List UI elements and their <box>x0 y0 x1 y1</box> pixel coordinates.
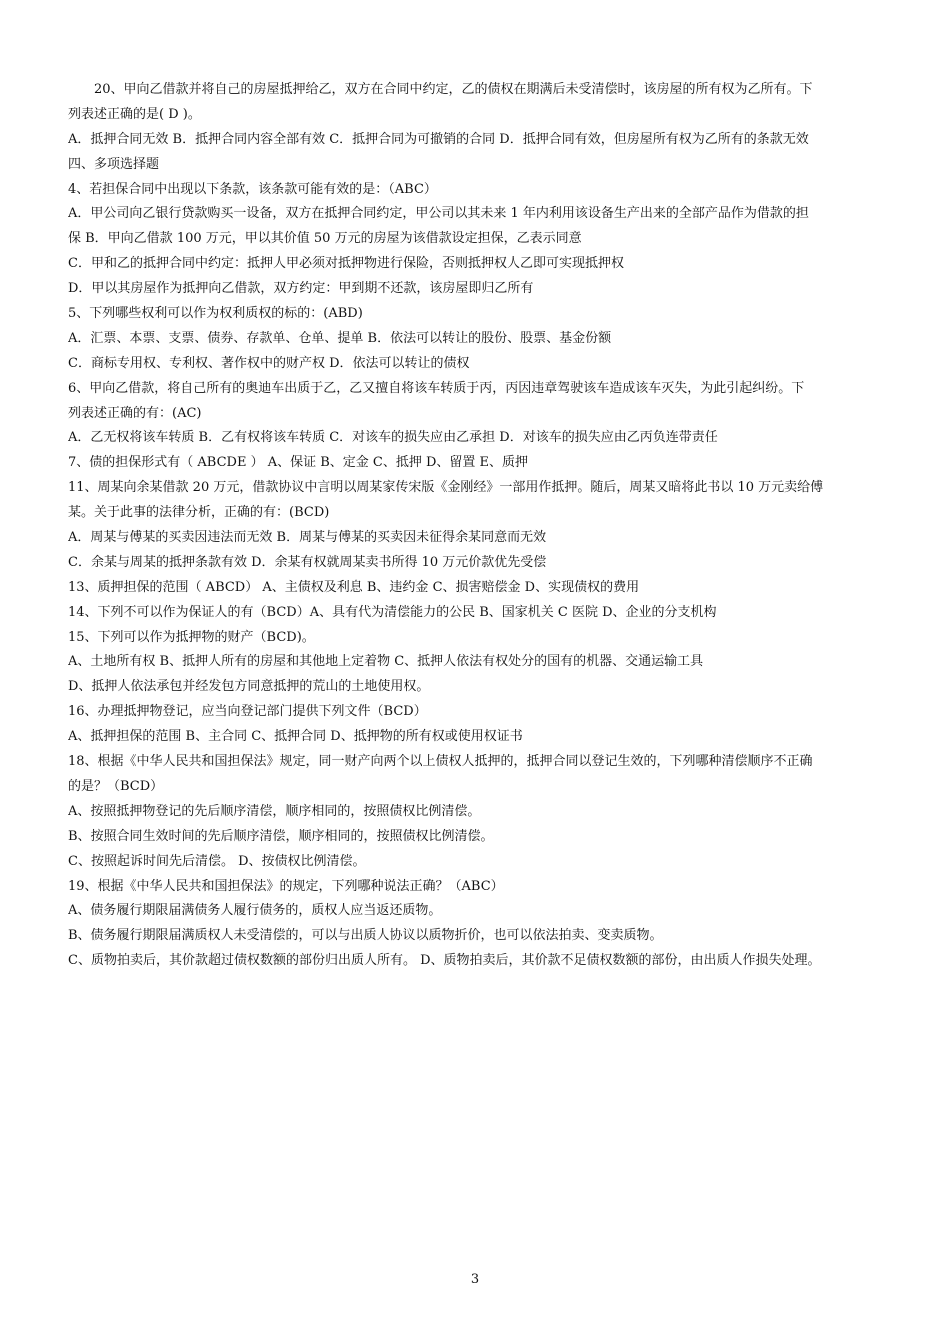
question-5-options-c-d: C．商标专用权、专利权、著作权中的财产权 D．依法可以转让的债权 <box>68 355 470 371</box>
question-11-line-1: 11、周某向余某借款 20 万元，借款协议中言明以周某家传宋版《金刚经》一部用作抵押。随后，周某又暗将此书以 10 万元卖给傅 <box>68 480 824 496</box>
question-11-line-2: 某。关于此事的法律分析，正确的有：(BCD) <box>68 505 330 521</box>
question-13: 13、质押担保的范围（ ABCD） A、主债权及利息 B、违约金 C、损害赔偿金 D、实现债权的费用 <box>68 579 640 595</box>
question-15: 15、下列可以作为抵押物的财产（BCD)。 <box>68 629 315 645</box>
question-7: 7、债的担保形式有（ ABCDE ） A、保证 B、定金 C、抵押 D、留置 E、质押 <box>68 455 529 471</box>
question-11-options-a-b: A．周某与傅某的买卖因违法而无效 B．周某与傅某的买卖因未征得余某同意而无效 <box>68 530 547 546</box>
question-6-line-2: 列表述正确的有：(AC) <box>68 405 202 421</box>
page-number: 3 <box>470 1272 480 1287</box>
question-18-option-b: B、按照合同生效时间的先后顺序清偿，顺序相同的，按照债权比例清偿。 <box>68 828 494 844</box>
question-4-option-d: D．甲以其房屋作为抵押向乙借款，双方约定：甲到期不还款，该房屋即归乙所有 <box>68 281 534 297</box>
question-6-line-1: 6、甲向乙借款，将自己所有的奥迪车出质于乙，乙又擅自将该车转质于丙，丙因违章驾驶该车造成该车灭失，为此引起纠纷。下 <box>68 380 805 396</box>
question-4-option-c: C．甲和乙的抵押合同中约定：抵押人甲必须对抵押物进行保险，否则抵押权人乙即可实现抵押权 <box>68 256 624 272</box>
question-20-line-2: 列表述正确的是( D )。 <box>68 106 201 122</box>
question-18-options-c-d: C、按照起诉时间先后清偿。 D、按债权比例清偿。 <box>68 853 366 869</box>
question-4-option-a-line-1: A．甲公司向乙银行贷款购买一设备，双方在抵押合同约定，甲公司以其未来 1 年内利用该设备生产出来的全部产品作为借款的担 <box>68 206 809 222</box>
question-5-options-a-b: A．汇票、本票、支票、债券、存款单、仓单、提单 B．依法可以转让的股份、股票、基金份额 <box>68 330 612 346</box>
question-18-line-2: 的是？（BCD） <box>68 778 164 794</box>
section-heading-multiple-choice: 四、多项选择题 <box>68 156 160 172</box>
question-15-option-d: D、抵押人依法承包并经发包方同意抵押的荒山的土地使用权。 <box>68 679 430 695</box>
question-19: 19、根据《中华人民共和国担保法》的规定，下列哪种说法正确？（ABC） <box>68 878 504 894</box>
question-15-options-a-c: A、土地所有权 B、抵押人所有的房屋和其他地上定着物 C、抵押人依法有权处分的国有的机器、交通运输工具 <box>68 654 704 670</box>
question-19-option-b: B、债务履行期限届满质权人未受清偿的，可以与出质人协议以质物折价，也可以依法拍卖、变卖质物。 <box>68 928 663 944</box>
question-18-option-a: A、按照抵押物登记的先后顺序清偿，顺序相同的，按照债权比例清偿。 <box>68 803 481 819</box>
question-20-line-1: 20、甲向乙借款并将自己的房屋抵押给乙，双方在合同中约定，乙的债权在期满后未受清偿时，该房屋的所有权为乙所有。下 <box>94 82 813 97</box>
question-16: 16、办理抵押物登记，应当向登记部门提供下列文件（BCD） <box>68 704 427 720</box>
question-19-option-a: A、债务履行期限届满债务人履行债务的，质权人应当返还质物。 <box>68 903 442 919</box>
question-18-line-1: 18、根据《中华人民共和国担保法》规定，同一财产向两个以上债权人抵押的，抵押合同以登记生效的，下列哪种清偿顺序不正确 <box>68 754 813 770</box>
question-14: 14、下列不可以作为保证人的有（BCD）A、具有代为清偿能力的公民 B、国家机关 C 医院 D、企业的分支机构 <box>68 604 717 620</box>
question-20-options: A．抵押合同无效 B．抵押合同内容全部有效 C．抵押合同为可撤销的合同 D．抵押合同有效，但房屋所有权为乙所有的条款无效 <box>68 131 809 147</box>
question-19-options-c-d: C、质物拍卖后，其价款超过债权数额的部份归出质人所有。 D、质物拍卖后，其价款不足债权数额的部份，由出质人作损失处理。 <box>68 953 821 969</box>
question-4: 4、若担保合同中出现以下条款，该条款可能有效的是：（ABC） <box>68 181 437 197</box>
question-6-options: A．乙无权将该车转质 B．乙有权将该车转质 C．对该车的损失应由乙承担 D．对该车的损失应由乙丙负连带责任 <box>68 430 718 446</box>
question-16-options: A、抵押担保的范围 B、主合同 C、抵押合同 D、抵押物的所有权或使用权证书 <box>68 729 523 745</box>
question-11-options-c-d: C．余某与周某的抵押条款有效 D．余某有权就周某卖书所得 10 万元价款优先受偿 <box>68 554 547 570</box>
question-5: 5、下列哪些权利可以作为权利质权的标的：(ABD) <box>68 306 363 322</box>
document-body <box>68 78 888 974</box>
question-4-option-a-b: 保 B．甲向乙借款 100 万元，甲以其价值 50 万元的房屋为该借款设定担保，乙表示同意 <box>68 231 582 247</box>
